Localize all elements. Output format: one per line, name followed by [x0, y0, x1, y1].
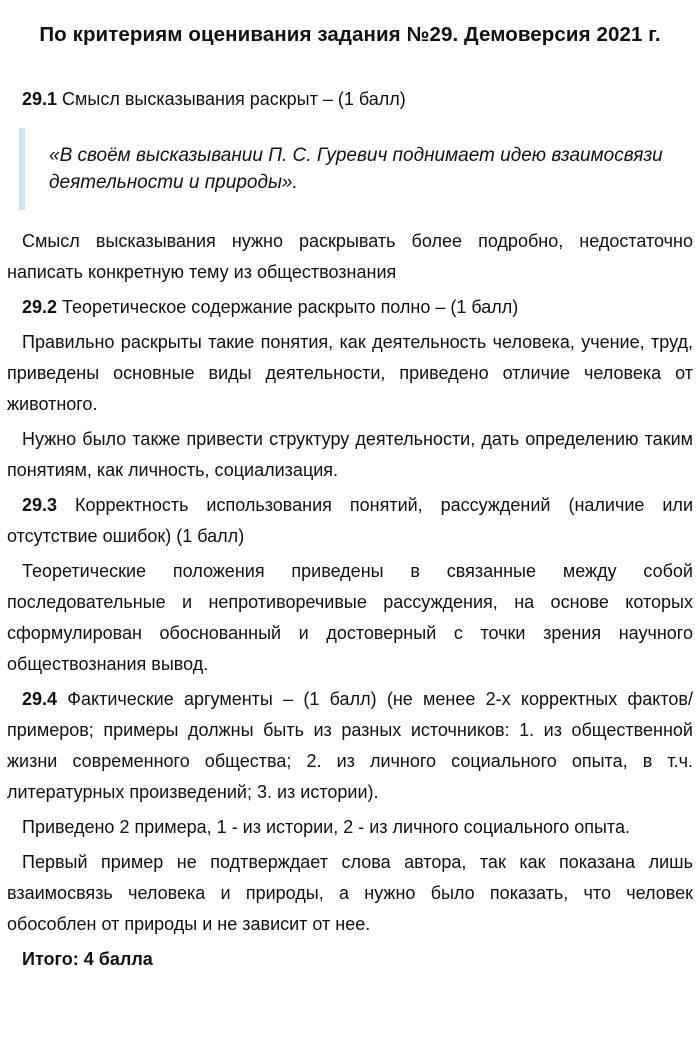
comment-29-1: Смысл высказывания нужно раскрывать более подробно, недостаточно написать конкретную тему из обществознания — [7, 231, 693, 282]
criterion-number: 29.1 — [22, 89, 58, 109]
criterion-number: 29.4 — [22, 689, 58, 709]
total-score: Итого: 4 балла — [22, 949, 153, 969]
criterion-29-3 — [7, 490, 693, 552]
quote-block: «В своём высказывании П. С. Гуревич поднимает идею взаимосвязи деятельности и природы». — [19, 128, 693, 210]
criterion-text: Фактические аргументы – (1 балл) (не менее 2-х корректных фактов/примеров; примеры должны быть из разных источников: 1. из общественной жизни современного общества; 2. из личного социального опыта, в т.ч. литературных произведений; 3. из истории). — [7, 689, 693, 802]
comment-29-4-a: Приведено 2 примера, 1 - из истории, 2 - из личного социального опыта. — [22, 817, 630, 837]
page-title: По критериям оценивания задания №29. Демоверсия 2021 г. — [39, 23, 661, 46]
criterion-29-4 — [7, 684, 693, 808]
criterion-text: Теоретическое содержание раскрыто полно – (1 балл) — [57, 297, 519, 317]
criterion-number: 29.3 — [22, 495, 58, 515]
criterion-29-1 — [7, 84, 693, 115]
criterion-text: Корректность использования понятий, рассуждений (наличие или отсутствие ошибок) (1 балл) — [7, 495, 693, 546]
comment-29-4-b: Первый пример не подтверждает слова автора, так как показана лишь взаимосвязь человека и природы, а нужно было показать, что человек обособлен от природы и не зависит от нее. — [7, 852, 693, 934]
criterion-text: Смысл высказывания раскрыт – (1 балл) — [57, 89, 406, 109]
criterion-29-2 — [7, 292, 693, 323]
comment-29-2-b: Нужно было также привести структуру деятельности, дать определению таким понятиям, как личность, социализация. — [7, 429, 693, 480]
criterion-number: 29.2 — [22, 297, 58, 317]
comment-29-2-a: Правильно раскрыты такие понятия, как деятельность человека, учение, труд, приведены основные виды деятельности, приведено отличие человека от животного. — [7, 332, 693, 414]
comment-29-3: Теоретические положения приведены в связанные между собой последовательные и непротиворечивые рассуждения, на основе которых сформулирован обоснованный и достоверный с точки зрения научного обществознания вывод. — [7, 561, 693, 674]
